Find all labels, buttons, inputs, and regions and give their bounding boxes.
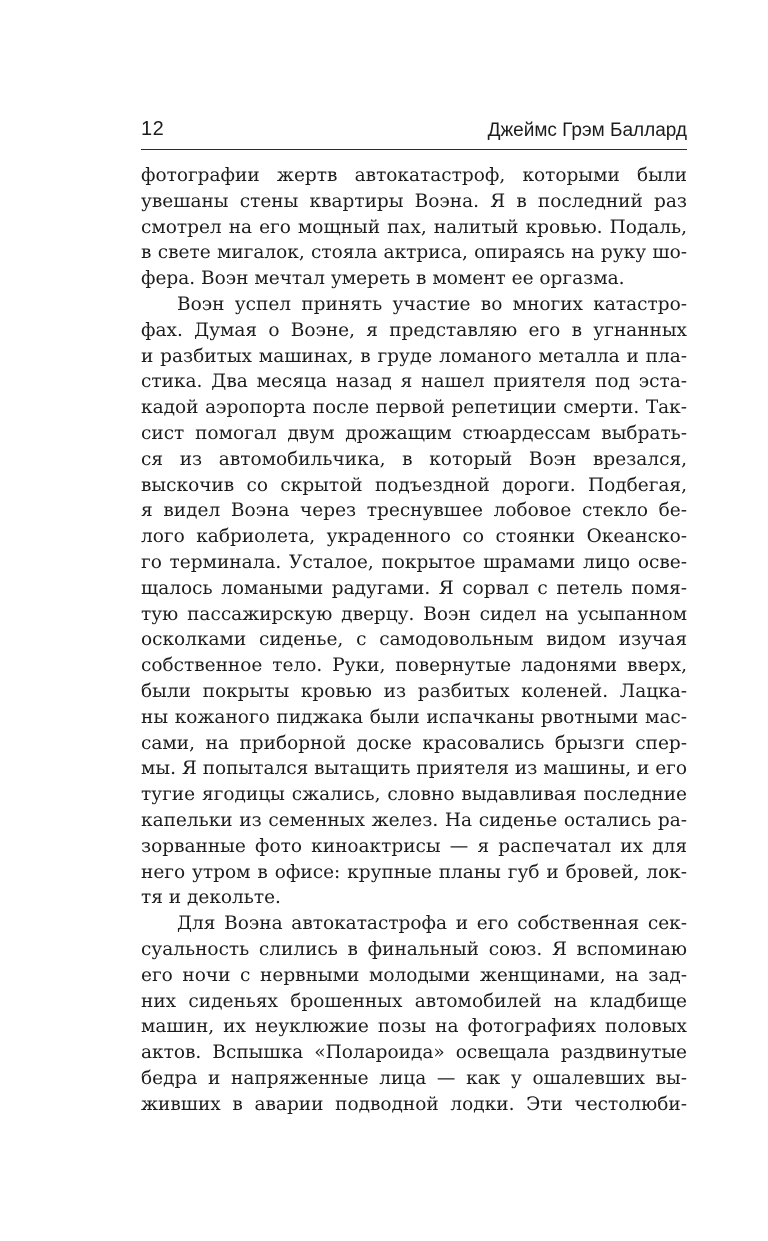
text-line: машин, их неуклюжие позы на фотографиях половых: [141, 1016, 687, 1038]
paragraph: [141, 292, 687, 911]
text-line: актов. Вспышка «Полароида» освещала раздвинутые: [141, 1042, 687, 1064]
text-line: сами, на приборной доске красовались брызги спер-: [141, 732, 687, 754]
text-line: тугие ягодицы сжались, словно выдавливая последние: [141, 784, 687, 806]
text-line: Для Воэна автокатастрофа и его собственная сек-: [177, 913, 687, 935]
text-line: капельки из семенных желез. На сиденье остались ра-: [141, 809, 687, 831]
text-line: выскочив со скрытой подъездной дороги. Подбегая,: [141, 474, 687, 496]
text-line: смотрел на его мощный пах, налитый кровью. Подаль,: [141, 216, 687, 238]
text-line: тую пассажирскую дверцу. Воэн сидел на усыпанном: [141, 603, 687, 625]
text-line: и разбитых машинах, в груде ломаного металла и пла-: [141, 345, 687, 367]
page-header: [141, 112, 687, 148]
text-line: фах. Думая о Воэне, я представляю его в угнанных: [141, 319, 687, 341]
text-line: осколками сиденье, с самодовольным видом изучая: [141, 629, 687, 651]
text-line: я видел Воэна через треснувшее лобовое стекло бе-: [141, 500, 687, 522]
text-line: фотографии жертв автокатастроф, которыми были: [141, 165, 687, 186]
body-text: [141, 163, 687, 1117]
paragraph: [141, 163, 687, 292]
page-number: 12: [141, 118, 165, 140]
paragraph: [141, 911, 687, 1117]
text-line: бедра и напряженные лица — как у ошалевших вы-: [141, 1067, 687, 1089]
text-line: Воэн успел принять участие во многих катастро-: [177, 293, 687, 315]
text-line: него утром в офисе: крупные планы губ и бровей, лок-: [141, 861, 687, 883]
text-line: щалось ломаными радугами. Я сорвал с петель помя-: [141, 577, 687, 599]
text-line: кадой аэропорта после первой репетиции смерти. Так-: [141, 397, 687, 419]
text-line: собственное тело. Руки, повернутые ладонями вверх,: [141, 655, 687, 677]
text-line: ся из автомобильчика, в который Воэн врезался,: [141, 448, 687, 470]
text-line: ны кожаного пиджака были испачканы рвотными мас-: [141, 706, 687, 728]
text-line: тя и декольте.: [141, 887, 281, 909]
text-line: в свете мигалок, стояла актриса, опираясь на руку шо-: [141, 242, 687, 264]
text-line: суальность слились в финальный союз. Я вспоминаю: [141, 938, 687, 960]
text-line: сист помогал двум дрожащим стюардессам выбрать-: [141, 422, 687, 444]
text-line: лого кабриолета, украденного со стоянки Океанско-: [141, 526, 687, 548]
header-rule: [141, 149, 687, 150]
text-line: зорванные фото киноактрисы — я распечатал их для: [141, 835, 687, 857]
text-line: его ночи с нервными молодыми женщинами, на зад-: [141, 964, 687, 986]
text-line: го терминала. Усталое, покрытое шрамами лицо осве-: [141, 551, 687, 573]
text-line: них сиденьях брошенных автомобилей на кладбище: [141, 990, 687, 1012]
text-line: мы. Я попытался вытащить приятеля из машины, и его: [141, 758, 687, 780]
running-head-author: Джеймс Грэм Баллард: [487, 120, 687, 141]
text-line: живших в аварии подводной лодки. Эти честолюби-: [141, 1093, 687, 1115]
text-line: были покрыты кровью из разбитых коленей. Лацка-: [141, 680, 687, 702]
text-line: увешаны стены квартиры Воэна. Я в последний раз: [141, 190, 687, 212]
text-line: стика. Два месяца назад я нашел приятеля под эста-: [141, 371, 687, 393]
text-line: фера. Воэн мечтал умереть в момент ее оргазма.: [141, 268, 625, 290]
